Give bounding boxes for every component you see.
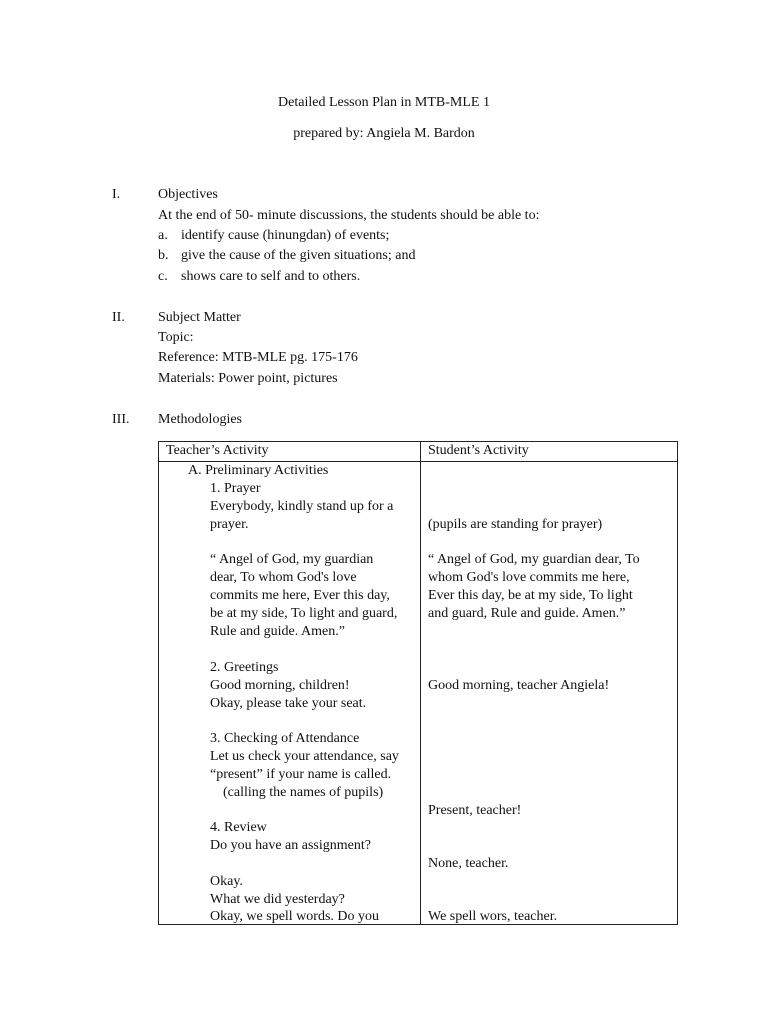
attendance-line-1: Let us check your attendance, say — [210, 749, 399, 764]
teacher-prayer-line-1: “ Angel of God, my guardian — [210, 552, 374, 567]
section-2-heading: Subject Matter — [158, 310, 241, 325]
objective-item-b: give the cause of the given situations; and — [181, 248, 416, 263]
student-prayer-line-1: “ Angel of God, my guardian dear, To — [428, 552, 640, 567]
teacher-prayer-line-5: Rule and guide. Amen.” — [210, 624, 345, 639]
review-line-1: Do you have an assignment? — [210, 838, 371, 853]
prayer-instruction-line-2: prayer. — [210, 517, 249, 532]
objective-marker-b: b. — [158, 248, 169, 263]
teacher-activity-cell — [159, 462, 421, 925]
section-3-heading: Methodologies — [158, 412, 242, 427]
prayer-instruction-line-1: Everybody, kindly stand up for a — [210, 499, 394, 514]
prepared-by: prepared by: Angiela M. Bardon — [293, 126, 475, 141]
section-3-numeral: III. — [112, 412, 130, 427]
student-prayer-response: (pupils are standing for prayer) — [428, 517, 603, 532]
table-row — [159, 462, 678, 925]
teacher-prayer-line-4: be at my side, To light and guard, — [210, 606, 398, 621]
teacher-prayer-line-2: dear, To whom God's love — [210, 570, 357, 585]
teacher-prayer-line-3: commits me here, Ever this day, — [210, 588, 390, 603]
greetings-line-1: Good morning, children! — [210, 678, 350, 693]
document-title: Detailed Lesson Plan in MTB-MLE 1 — [278, 95, 490, 110]
subject-materials: Materials: Power point, pictures — [158, 371, 338, 386]
objective-marker-a: a. — [158, 228, 168, 243]
student-spelling-response: We spell wors, teacher. — [428, 909, 558, 924]
student-assignment-response: None, teacher. — [428, 856, 509, 871]
objective-marker-c: c. — [158, 269, 168, 284]
subject-topic: Topic: — [158, 330, 194, 345]
preliminary-activities-heading: A. Preliminary Activities — [188, 463, 329, 478]
student-attendance-response: Present, teacher! — [428, 803, 522, 818]
student-activity-cell — [421, 462, 678, 925]
greetings-heading: 2. Greetings — [210, 660, 279, 675]
student-header-cell — [421, 442, 678, 462]
review-line-3: What we did yesterday? — [210, 892, 345, 907]
greetings-line-2: Okay, please take your seat. — [210, 696, 367, 711]
methodology-table — [158, 441, 678, 925]
section-2-numeral: II. — [112, 310, 125, 325]
review-heading: 4. Review — [210, 820, 267, 835]
teacher-header-cell — [159, 442, 421, 462]
student-greeting-response: Good morning, teacher Angiela! — [428, 678, 610, 693]
student-prayer-line-3: Ever this day, be at my side, To light — [428, 588, 633, 603]
attendance-heading: 3. Checking of Attendance — [210, 731, 360, 746]
review-line-4: Okay, we spell words. Do you — [210, 909, 380, 924]
review-line-2: Okay. — [210, 874, 243, 889]
objective-item-a: identify cause (hinungdan) of events; — [181, 228, 390, 243]
objectives-intro: At the end of 50- minute discussions, the students should be able to: — [158, 208, 540, 223]
section-1-numeral: I. — [112, 187, 121, 202]
student-prayer-line-2: whom God's love commits me here, — [428, 570, 630, 585]
attendance-line-2: “present” if your name is called. — [210, 767, 392, 782]
student-prayer-line-4: and guard, Rule and guide. Amen.” — [428, 606, 626, 621]
objective-item-c: shows care to self and to others. — [181, 269, 361, 284]
prayer-heading: 1. Prayer — [210, 481, 261, 496]
student-activity-header: Student’s Activity — [428, 443, 529, 458]
teacher-activity-header: Teacher’s Activity — [166, 443, 269, 458]
attendance-line-3: (calling the names of pupils) — [223, 785, 384, 800]
table-header-row — [159, 442, 678, 462]
section-1-heading: Objectives — [158, 187, 218, 202]
subject-reference: Reference: MTB-MLE pg. 175-176 — [158, 350, 358, 365]
